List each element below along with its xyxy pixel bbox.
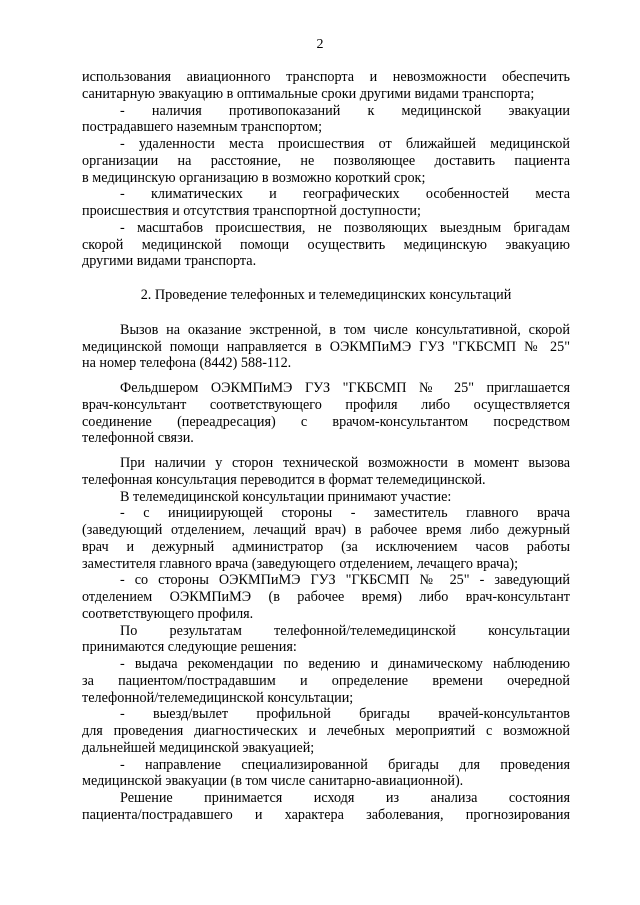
text-line: отделением ОЭКМПиМЭ (в рабочее время) либо врач-консультант	[82, 589, 570, 605]
text-line: соединение (переадресация) с врачом-консультантом посредством	[82, 413, 570, 430]
document-body	[82, 69, 570, 824]
text-line: медицинской помощи направляется в ОЭКМПиМЭ ГУЗ "ГКБСМП № 25"	[82, 338, 570, 355]
text-line: (заведующий отделением, лечащий врач) в рабочее время либо дежурный	[82, 522, 570, 538]
text-line: - выезд/вылет профильной бригады врачей-консультантов	[120, 706, 570, 723]
text-line: происшествия и отсутствия транспортной доступности;	[82, 203, 421, 219]
paragraph-spacer	[82, 372, 570, 380]
text-line: Фельдшером ОЭКМПиМЭ ГУЗ "ГКБСМП № 25" приглашается	[120, 380, 570, 396]
section-heading: 2. Проведение телефонных и телемедицинских консультаций	[140, 287, 512, 303]
text-line: для проведения диагностических и лечебных мероприятий с возможной	[82, 723, 570, 739]
page-number: 2	[316, 37, 324, 52]
text-line: скорой медицинской помощи осуществить медицинскую эвакуацию	[82, 236, 570, 253]
text-line: в медицинскую организацию в возможно короткий срок;	[82, 169, 426, 186]
paragraph-spacer	[82, 270, 570, 287]
text-line: врач и дежурный администратор (за исключением часов работы	[82, 538, 570, 555]
text-line: соответствующего профиля.	[82, 605, 254, 622]
text-line: заместителя главного врача (заведующего отделением, лечащего врача);	[82, 555, 519, 572]
text-line: - с инициирующей стороны - заместитель главного врача	[120, 505, 570, 522]
text-line: - наличия противопоказаний к медицинской эвакуации	[120, 102, 570, 119]
paragraph-spacer	[82, 304, 570, 322]
text-line: Решение принимается исходя из анализа состояния	[120, 790, 570, 806]
text-line: - масштабов происшествия, не позволяющих выездным бригадам	[120, 219, 570, 236]
text-line: пациента/пострадавшего и характера заболевания, прогнозирования	[82, 806, 570, 823]
text-line: - выдача рекомендации по ведению и динамическому наблюдению	[120, 656, 570, 672]
text-line: принимаются следующие решения:	[82, 639, 297, 656]
text-line: В телемедицинской консультации принимают участие:	[120, 488, 452, 505]
text-line: телефонная консультация переводится в формат телемедицинской.	[82, 471, 486, 488]
text-line: При наличии у сторон технической возможности в момент вызова	[120, 455, 570, 471]
text-line: организации на расстояние, не позволяющее доставить пациента	[82, 152, 570, 169]
text-line: использования авиационного транспорта и невозможности обеспечить	[82, 69, 570, 85]
text-line: - направление специализированной бригады для проведения	[120, 756, 570, 773]
text-line: телефонной/телемедицинской консультации;	[82, 689, 354, 706]
text-line: медицинской эвакуации (в том числе санитарно-авиационной).	[82, 773, 464, 790]
text-line: на номер телефона (8442) 588-112.	[82, 355, 292, 372]
text-line: за пациентом/пострадавшим и определение времени очередной	[82, 672, 570, 689]
text-line: дальнейшей медицинской эвакуацией;	[82, 739, 315, 756]
text-line: - удаленности места происшествия от ближайшей медицинской	[120, 136, 570, 152]
text-line: Вызов на оказание экстренной, в том числе консультативной, скорой	[120, 321, 570, 338]
text-line: другими видами транспорта.	[82, 253, 257, 270]
text-line: - климатических и географических особенностей места	[120, 186, 570, 203]
text-line: - со стороны ОЭКМПиМЭ ГУЗ "ГКБСМП № 25" - заведующий	[120, 572, 570, 589]
text-line: пострадавшего наземным транспортом;	[82, 119, 323, 136]
paragraph-spacer	[82, 447, 570, 455]
text-line: телефонной связи.	[82, 430, 194, 447]
text-line: врач-консультант соответствующего профиля либо осуществляется	[82, 396, 570, 413]
text-line: По результатам телефонной/телемедицинской консультации	[120, 622, 570, 639]
text-line: санитарную эвакуацию в оптимальные сроки другими видами транспорта;	[82, 85, 535, 102]
